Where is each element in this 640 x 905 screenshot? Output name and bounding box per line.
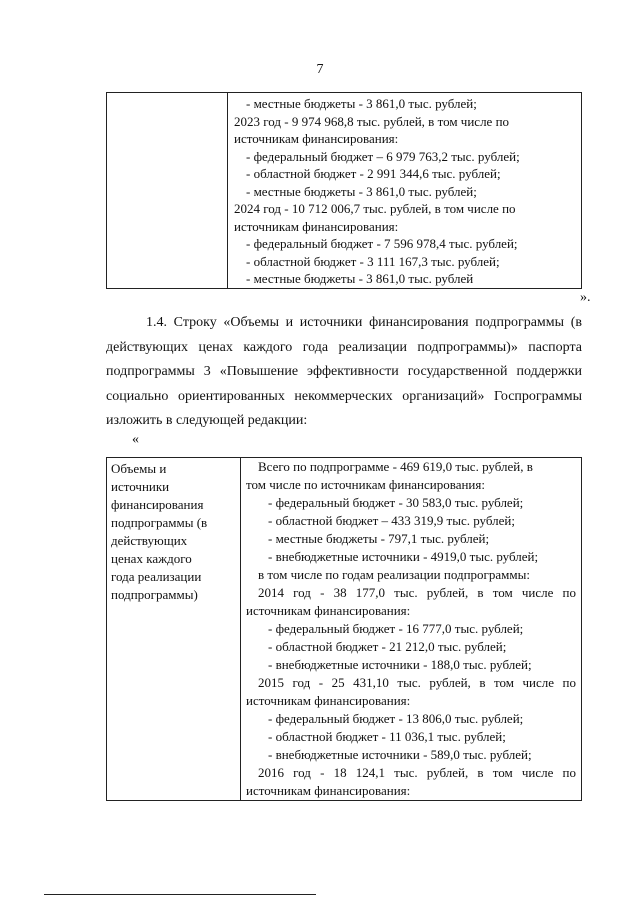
paragraph-line: социально ориентированных некоммерческих организаций» Госпрограммы: [106, 388, 582, 404]
text-line: - федеральный бюджет - 7 596 978,4 тыс. рублей;: [246, 236, 518, 251]
page-number: 7: [316, 62, 324, 77]
paragraph-line: действующих ценах каждого года реализации подпрограммы)» паспорта: [106, 339, 582, 355]
paragraph-line: 1.4. Строку «Объемы и источники финансирования подпрограммы (в: [146, 315, 582, 330]
text-line: - внебюджетные источники - 188,0 тыс. рублей;: [268, 657, 532, 672]
text-line: - внебюджетные источники - 4919,0 тыс. рублей;: [268, 549, 539, 564]
text-line: - внебюджетные источники - 589,0 тыс. рублей;: [268, 747, 532, 762]
text-line: источникам финансирования:: [234, 218, 399, 234]
footer-divider: [44, 894, 316, 895]
paragraph-line: подпрограммы 3 «Повышение эффективности государственной поддержки: [106, 364, 582, 379]
text-line: том числе по источникам финансирования:: [246, 477, 485, 492]
text-line: 2023 год - 9 974 968,8 тыс. рублей, в том числе по: [234, 113, 510, 129]
heading-line: подпрограммы (в: [111, 515, 208, 530]
text-line: - областной бюджет - 11 036,1 тыс. рублей;: [268, 729, 506, 744]
heading-line: подпрограммы): [111, 587, 198, 602]
text-line: - местные бюджеты - 3 861,0 тыс. рублей;: [246, 96, 477, 111]
heading-line: действующих: [111, 533, 188, 548]
table-right-cell: [228, 93, 582, 289]
subprogram-funding-table: [106, 457, 582, 801]
text-line: источникам финансирования:: [234, 131, 399, 146]
closing-quote: ».: [580, 290, 591, 305]
text-line: 2014 год - 38 177,0 тыс. рублей, в том числе по: [258, 585, 576, 600]
heading-line: ценах каждого: [111, 551, 192, 566]
text-line: в том числе по годам реализации подпрограммы:: [258, 567, 530, 582]
funding-table-continuation: [106, 92, 582, 289]
text-line: Всего по подпрограмме - 469 619,0 тыс. рублей, в: [258, 459, 533, 474]
text-line: источникам финансирования:: [246, 603, 411, 618]
text-line: - местные бюджеты - 3 861,0 тыс. рублей;: [246, 183, 477, 199]
text-line: - федеральный бюджет – 6 979 763,2 тыс. рублей;: [246, 148, 520, 164]
text-line: - федеральный бюджет - 13 806,0 тыс. рублей;: [268, 711, 524, 726]
text-line: 2024 год - 10 712 006,7 тыс. рублей, в том числе по: [234, 201, 516, 216]
text-line: источникам финансирования:: [246, 783, 411, 798]
text-line: 2015 год - 25 431,10 тыс. рублей, в том числе по: [258, 675, 576, 690]
text-line: - местные бюджеты - 3 861,0 тыс. рублей: [246, 271, 474, 286]
text-line: 2016 год - 18 124,1 тыс. рублей, в том числе по: [258, 765, 576, 780]
text-line: - федеральный бюджет - 30 583,0 тыс. рублей;: [268, 495, 524, 510]
text-line: - областной бюджет - 3 111 167,3 тыс. рублей;: [246, 253, 500, 269]
heading-line: финансирования: [111, 497, 204, 512]
heading-line: источники: [111, 479, 170, 494]
text-line: - областной бюджет – 433 319,9 тыс. рублей;: [268, 513, 515, 528]
paragraph-line: изложить в следующей редакции:: [106, 413, 308, 428]
text-line: - федеральный бюджет - 16 777,0 тыс. рублей;: [268, 621, 524, 636]
opening-quote: «: [132, 432, 139, 447]
text-line: источникам финансирования:: [246, 693, 411, 708]
funding-details-cell: [241, 458, 582, 801]
text-line: - областной бюджет - 21 212,0 тыс. рублей;: [268, 639, 507, 654]
heading-line: Объемы и: [111, 461, 167, 476]
heading-line: года реализации: [111, 569, 202, 584]
row-heading-cell: [107, 458, 241, 801]
amendment-paragraph: [106, 311, 582, 434]
text-line: - областной бюджет - 2 991 344,6 тыс. рублей;: [246, 166, 501, 181]
table-left-cell: [107, 93, 228, 289]
text-line: - местные бюджеты - 797,1 тыс. рублей;: [268, 531, 490, 546]
